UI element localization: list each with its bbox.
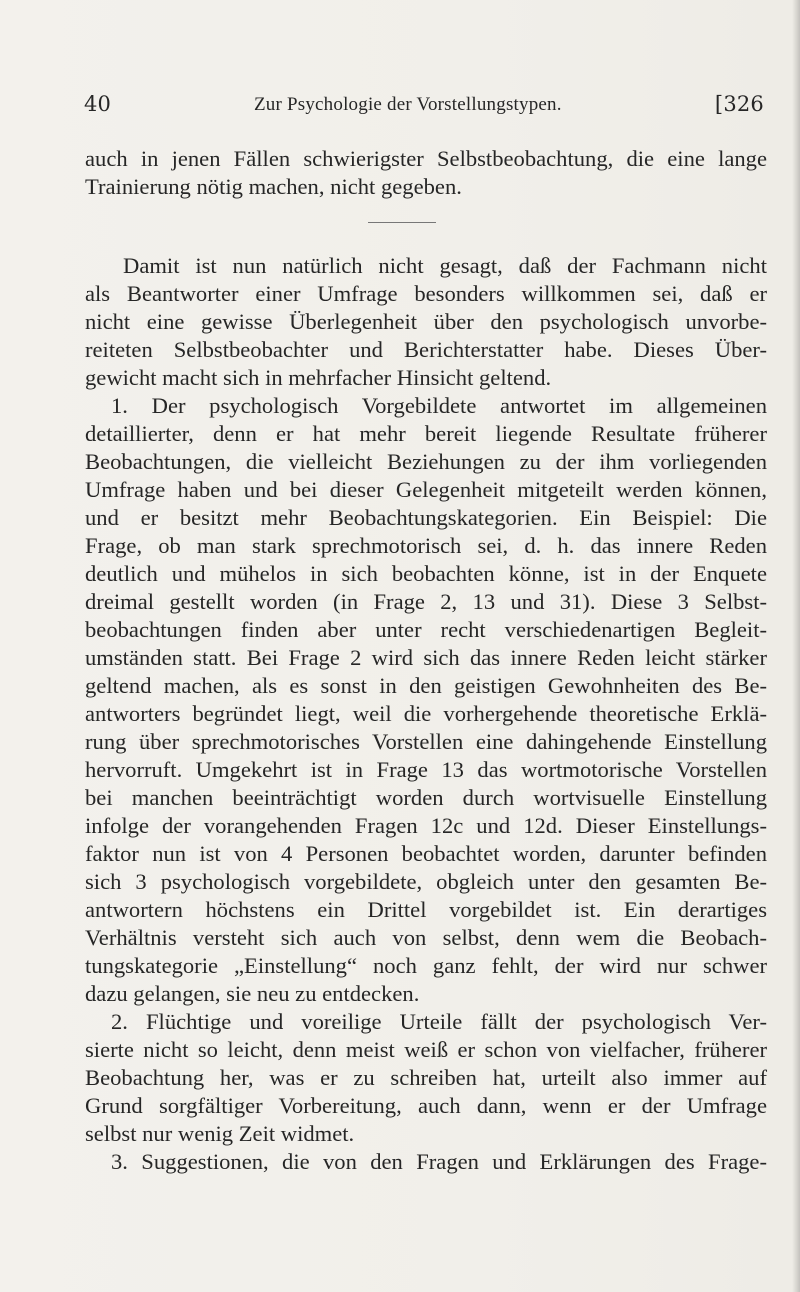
paragraph-point-3: [85, 1148, 767, 1176]
running-head: [84, 92, 764, 122]
text-line: faktor nun ist von 4 Personen beobachtet worden, darunter befinden: [85, 841, 767, 866]
text-line: Frage, ob man stark sprechmotorisch sei, d. h. das innere Reden: [85, 533, 767, 558]
running-title: Zur Psychologie der Vorstellungstypen.: [254, 94, 562, 115]
text-line: gewicht macht sich in mehrfacher Hinsicht geltend.: [85, 365, 552, 390]
text-line: 1. Der psychologisch Vorgebildete antwortet im allgemeinen: [111, 393, 767, 418]
paragraph-point-2: [85, 1008, 767, 1148]
text-line: antwortern höchstens ein Drittel vorgebildet ist. Ein derartiges: [85, 897, 767, 922]
text-line: rung über sprechmotorisches Vorstellen eine dahingehende Einstellung: [85, 729, 767, 754]
text-line: Beobachtung her, was er zu schreiben hat, urteilt also immer auf: [85, 1065, 767, 1090]
text-line: antworters begründet liegt, weil die vorhergehende theoretische Erklä-: [85, 701, 767, 726]
text-line: Verhältnis versteht sich auch von selbst, denn wem die Beobach-: [85, 925, 767, 950]
text-line: geltend machen, als es sonst in den geistigen Gewohnheiten des Be-: [85, 673, 767, 698]
text-line: nicht eine gewisse Überlegenheit über den psychologisch unvorbe-: [85, 309, 767, 334]
text-line: bei manchen beeinträchtigt worden durch wortvisuelle Einstellung: [85, 785, 767, 810]
paragraph-continuation: [85, 145, 767, 201]
text-line: beobachtungen finden aber unter recht verschiedenartigen Begleit-: [85, 617, 767, 642]
text-line: selbst nur wenig Zeit widmet.: [85, 1121, 355, 1146]
section-divider: [368, 222, 436, 223]
text-line: reiteten Selbstbeobachter und Berichterstatter habe. Dieses Über-: [85, 337, 767, 362]
text-line: Trainierung nötig machen, nicht gegeben.: [85, 174, 462, 199]
text-line: Umfrage haben und bei dieser Gelegenheit mitgeteilt werden können,: [85, 477, 767, 502]
text-line: 3. Suggestionen, die von den Fragen und Erklärungen des Frage-: [111, 1149, 767, 1174]
text-line: sierte nicht so leicht, denn meist weiß er schon von vielfacher, früherer: [85, 1037, 767, 1062]
text-line: als Beantworter einer Umfrage besonders willkommen sei, daß er: [85, 281, 767, 306]
text-line: umständen statt. Bei Frage 2 wird sich das innere Reden leicht stärker: [85, 645, 767, 670]
page-edge-shadow: [792, 0, 800, 1292]
text-line: Damit ist nun natürlich nicht gesagt, daß der Fachmann nicht: [123, 253, 767, 278]
text-line: dreimal gestellt worden (in Frage 2, 13 und 31). Diese 3 Selbst-: [85, 589, 767, 614]
text-line: 2. Flüchtige und voreilige Urteile fällt der psychologisch Ver-: [111, 1009, 767, 1034]
paragraph-point-1: [85, 392, 767, 1008]
text-line: detaillierter, denn er hat mehr bereit liegende Resultate früherer: [85, 421, 767, 446]
text-line: sich 3 psychologisch vorgebildete, obgleich unter den gesamten Be-: [85, 869, 767, 894]
text-line: infolge der vorangehenden Fragen 12c und 12d. Dieser Einstellungs-: [85, 813, 767, 838]
text-line: hervorruft. Umgekehrt ist in Frage 13 das wortmotorische Vorstellen: [85, 757, 767, 782]
text-line: dazu gelangen, sie neu zu entdecken.: [85, 981, 420, 1006]
text-line: und er besitzt mehr Beobachtungskategorien. Ein Beispiel: Die: [85, 505, 767, 530]
text-line: Beobachtungen, die vielleicht Beziehungen zu der ihm vorliegenden: [85, 449, 767, 474]
text-line: auch in jenen Fällen schwierigster Selbstbeobachtung, die eine lange: [85, 146, 767, 171]
paragraph-expert: [85, 252, 767, 392]
original-page-number: [326: [714, 92, 764, 116]
text-line: deutlich und mühelos in sich beobachten könne, ist in der Enquete: [85, 561, 767, 586]
text-line: tungskategorie „Einstellung“ noch ganz fehlt, der wird nur schwer: [85, 953, 767, 978]
text-line: Grund sorgfältiger Vorbereitung, auch dann, wenn er der Umfrage: [85, 1093, 767, 1118]
page-number: 40: [84, 92, 112, 116]
